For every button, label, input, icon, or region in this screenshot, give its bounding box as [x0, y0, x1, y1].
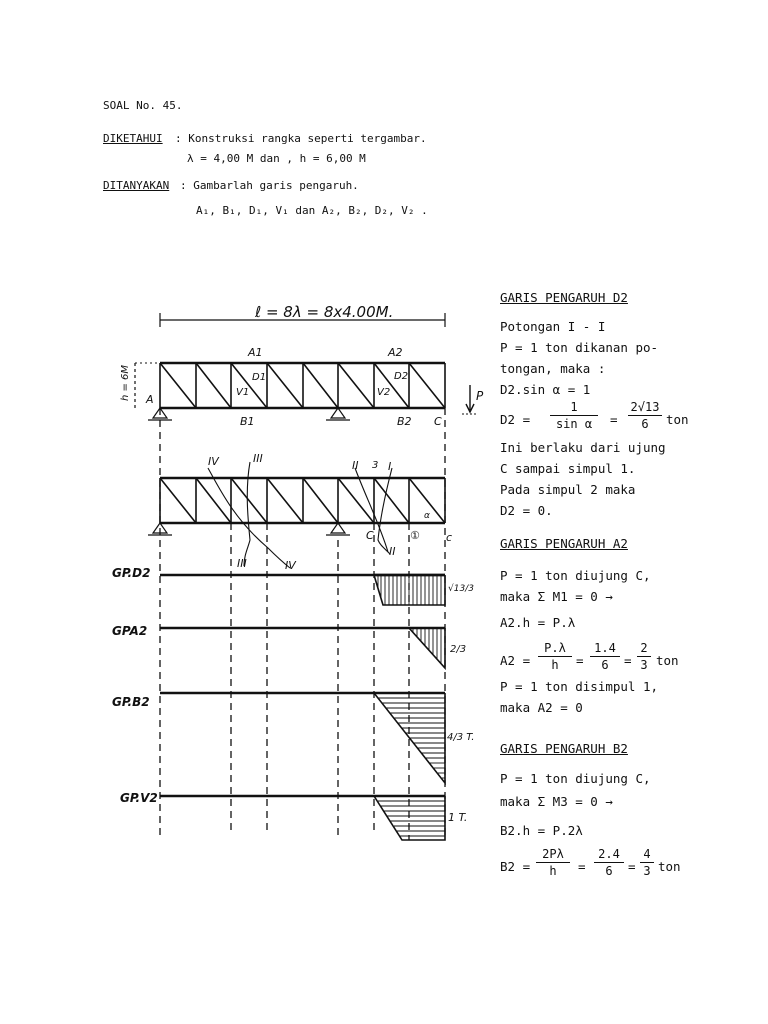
- d2-fraction-1-den: sin α: [555, 417, 593, 431]
- gp-v2-value: 1 T.: [448, 811, 468, 824]
- span-label: ℓ = 8λ = 8x4.00M.: [255, 303, 394, 321]
- section-label-3: 3: [372, 460, 379, 471]
- gp-a2-value: 2/3: [450, 644, 467, 655]
- truss2-label-c-end: c: [446, 531, 453, 544]
- a2-formula-lhs: A2 =: [500, 653, 531, 668]
- b2-formula-eq1: =: [578, 859, 586, 874]
- given-line-1: : Konstruksi rangka seperti tergambar.: [175, 132, 427, 145]
- a2-fraction-1-den: h: [551, 658, 559, 672]
- asked-line-1: : Gambarlah garis pengaruh.: [180, 179, 359, 192]
- d2-line-1: Potongan I - I: [500, 319, 606, 334]
- asked-label: DITANYAKAN: [103, 179, 170, 192]
- truss2-label-c: C: [366, 529, 374, 542]
- label-b2: B2: [397, 415, 412, 428]
- label-d1: D1: [252, 372, 267, 383]
- a2-heading: GARIS PENGARUH A2: [500, 536, 628, 551]
- a2-fraction-2-den: 6: [601, 658, 609, 672]
- a2-fraction-3-num: 2: [637, 642, 651, 657]
- a2-after-1: P = 1 ton disimpul 1,: [500, 679, 659, 694]
- section-label-ii: II: [352, 459, 359, 472]
- gp-d2-value: √13/3: [448, 584, 474, 594]
- section-label-i: I: [388, 460, 392, 473]
- b2-line-1: P = 1 ton diujung C,: [500, 771, 651, 786]
- section-label-iv: IV: [208, 455, 219, 468]
- label-v2: V2: [377, 387, 391, 398]
- height-label: h = 6M: [120, 364, 132, 402]
- load-label: P: [476, 389, 484, 403]
- gp-a2-label: GPA2: [112, 624, 148, 638]
- a2-line-3: A2.h = P.λ: [500, 615, 576, 630]
- b2-formula-unit: ton: [658, 859, 681, 874]
- d2-fraction-2: [628, 401, 662, 430]
- label-b1: B1: [240, 415, 255, 428]
- d2-formula-eq: =: [610, 412, 618, 427]
- d2-line-4: D2.sin α = 1: [500, 382, 591, 397]
- b2-fraction-1: [536, 848, 570, 877]
- d2-after-1: Ini berlaku dari ujung: [500, 440, 666, 455]
- problem-title: SOAL No. 45.: [103, 99, 183, 112]
- b2-fraction-3-den: 3: [643, 864, 651, 878]
- b2-line-3: B2.h = P.2λ: [500, 823, 583, 838]
- b2-heading: GARIS PENGARUH B2: [500, 741, 628, 756]
- label-a: A: [146, 393, 154, 406]
- a2-fraction-2-num: 1.4: [590, 642, 620, 657]
- section-label-iii: III: [253, 452, 263, 465]
- gp-v2-label: GP.V2: [120, 791, 158, 805]
- d2-formula-unit: ton: [666, 412, 689, 427]
- a2-formula-eq1: =: [576, 653, 584, 668]
- b2-fraction-1-den: h: [549, 864, 557, 878]
- b2-line-2: maka Σ M3 = 0 →: [500, 794, 613, 809]
- label-a1: A1: [248, 346, 263, 359]
- section-label-iv-bottom: IV: [285, 559, 296, 572]
- a2-fraction-2: [590, 642, 620, 671]
- a2-line-2: maka Σ M1 = 0 →: [500, 589, 613, 604]
- d2-fraction-2-den: 6: [641, 417, 649, 431]
- gp-d2-label: GP.D2: [112, 566, 151, 580]
- d2-line-2: P = 1 ton dikanan po-: [500, 340, 659, 355]
- label-d2: D2: [394, 371, 409, 382]
- b2-fraction-1-num: 2Pλ: [536, 848, 570, 863]
- d2-formula-lhs: D2 =: [500, 412, 531, 427]
- a2-formula-unit: ton: [656, 653, 679, 668]
- label-v1: V1: [236, 387, 250, 398]
- a2-fraction-3-den: 3: [640, 658, 648, 672]
- gp-b2-label: GP.B2: [112, 695, 150, 709]
- d2-fraction-2-num: 2√13: [628, 401, 662, 416]
- a2-line-1: P = 1 ton diujung C,: [500, 568, 651, 583]
- a2-formula-eq2: =: [624, 653, 632, 668]
- d2-fraction-1-num: 1: [550, 401, 598, 416]
- d2-heading: GARIS PENGARUH D2: [500, 290, 628, 305]
- truss2-alpha: α: [424, 511, 430, 521]
- d2-after-3: Pada simpul 2 maka: [500, 482, 636, 497]
- d2-fraction-1: [550, 401, 598, 430]
- d2-line-3: tongan, maka :: [500, 361, 606, 376]
- d2-after-4: D2 = 0.: [500, 503, 553, 518]
- d2-after-2: C sampai simpul 1.: [500, 461, 636, 476]
- b2-fraction-2: [594, 848, 624, 877]
- asked-line-2: A₁, B₁, D₁, V₁ dan A₂, B₂, D₂, V₂ .: [196, 204, 428, 217]
- truss2-node-1: ①: [410, 529, 420, 542]
- b2-fraction-2-num: 2.4: [594, 848, 624, 863]
- label-a2: A2: [388, 346, 403, 359]
- a2-fraction-1-num: P.λ: [538, 642, 572, 657]
- b2-formula-lhs: B2 =: [500, 859, 531, 874]
- b2-fraction-3-num: 4: [640, 848, 654, 863]
- section-label-iii-bottom: III: [237, 557, 247, 570]
- a2-fraction-1: [538, 642, 572, 671]
- a2-after-2: maka A2 = 0: [500, 700, 583, 715]
- a2-fraction-3: [637, 642, 651, 671]
- gp-b2-value: 4/3 T.: [447, 732, 475, 743]
- given-line-2: λ = 4,00 M dan , h = 6,00 M: [187, 152, 366, 165]
- section-label-ii-bottom: II: [389, 545, 396, 558]
- label-c: C: [434, 415, 442, 428]
- b2-fraction-2-den: 6: [605, 864, 613, 878]
- given-label: DIKETAHUI: [103, 132, 163, 145]
- b2-fraction-3: [640, 848, 654, 877]
- b2-formula-eq2: =: [628, 859, 636, 874]
